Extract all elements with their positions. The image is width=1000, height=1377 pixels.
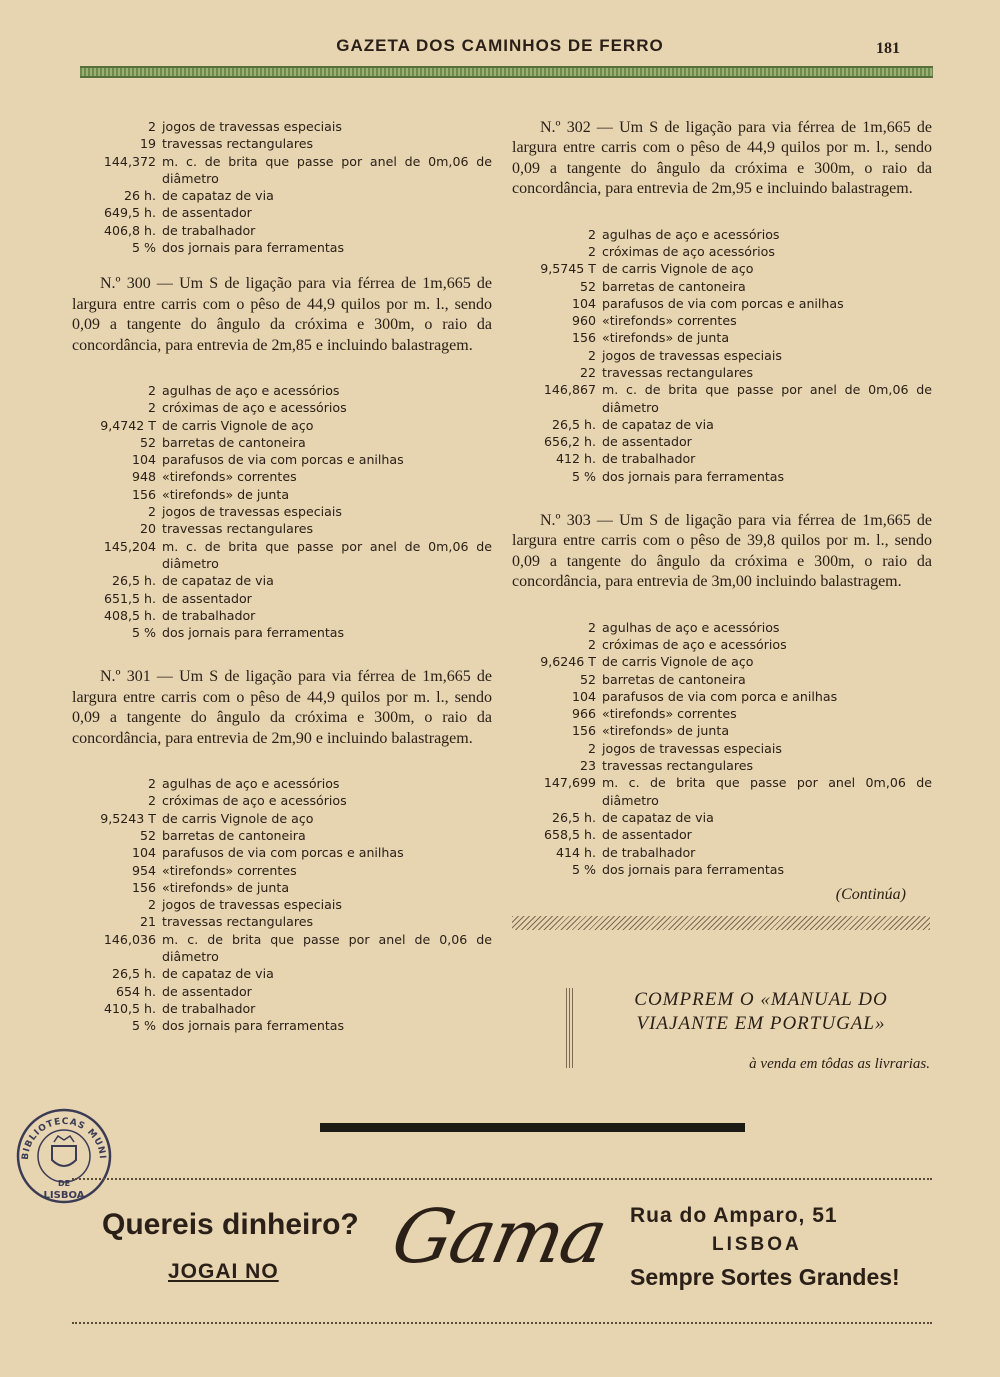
left-column bbox=[72, 118, 492, 1035]
material-line bbox=[72, 896, 492, 913]
quantity: 146,036 bbox=[103, 931, 156, 947]
material-line bbox=[72, 451, 492, 468]
description: barretas de cantoneira bbox=[602, 278, 746, 294]
description: de assentador bbox=[162, 983, 252, 999]
description: «tirefonds» correntes bbox=[162, 469, 297, 485]
material-line bbox=[72, 118, 492, 135]
material-line bbox=[72, 222, 492, 239]
continued-note: (Continúa) bbox=[835, 886, 906, 904]
description: de carris Vignole de aço bbox=[162, 810, 314, 826]
description: agulhas de aço e acessórios bbox=[162, 776, 340, 792]
page-number: 181 bbox=[876, 40, 900, 57]
description: de trabalhador bbox=[162, 1000, 256, 1016]
description: jogos de travessas especiais bbox=[162, 504, 342, 520]
description: de capataz de via bbox=[162, 573, 274, 589]
material-line bbox=[512, 757, 932, 774]
material-line bbox=[72, 775, 492, 792]
description: «tirefonds» de junta bbox=[602, 723, 730, 739]
material-line bbox=[72, 607, 492, 624]
description: de trabalhador bbox=[162, 607, 256, 623]
description: de capataz de via bbox=[162, 188, 274, 204]
material-line bbox=[512, 260, 932, 277]
quantity: 2 bbox=[147, 776, 156, 792]
material-line bbox=[72, 1000, 492, 1017]
quantity: 966 bbox=[571, 706, 596, 722]
quantity: 156 bbox=[571, 723, 596, 739]
description: parafusos de via com porca e anilhas bbox=[602, 688, 838, 704]
quantity: 26,5 h. bbox=[551, 809, 596, 825]
ad-side-bar bbox=[566, 988, 574, 1068]
ad-headline: COMPREM O «MANUAL DO VIAJANTE EM PORTUGAL» bbox=[634, 989, 888, 1034]
quantity: 412 h. bbox=[555, 451, 596, 467]
description: «tirefonds» correntes bbox=[602, 313, 737, 329]
material-list bbox=[72, 382, 492, 641]
lottery-advertisement bbox=[72, 1178, 932, 1324]
material-line bbox=[72, 983, 492, 1000]
quantity: 2 bbox=[587, 347, 596, 363]
description: de carris Vignole de aço bbox=[602, 654, 754, 670]
quantity: 52 bbox=[139, 434, 156, 450]
material-line bbox=[512, 329, 932, 346]
quantity: 2 bbox=[587, 226, 596, 242]
section-divider bbox=[320, 1123, 745, 1132]
description: travessas rectangulares bbox=[162, 914, 314, 930]
description: dos jornais para ferramentas bbox=[162, 1018, 345, 1034]
quantity: 22 bbox=[579, 365, 596, 380]
brand-logo: Gama bbox=[384, 1194, 613, 1280]
description: agulhas de aço e acessórios bbox=[162, 383, 340, 398]
description: travessas rectangulares bbox=[602, 365, 754, 380]
material-line bbox=[512, 347, 932, 364]
material-line bbox=[72, 417, 492, 434]
material-line bbox=[512, 688, 932, 705]
quantity: 2 bbox=[587, 740, 596, 756]
item-paragraph: N.º 301 — Um S de ligação para via férrea de 1m,665 de largura entre carris com o pêso de 44,9 quilos por m. l., sendo 0,09 a tangente do ângulo da cróxima e 300m, o raio da concordância, para entrevia de 2m,90 e incluindo balastragem. bbox=[72, 668, 492, 747]
material-line bbox=[72, 810, 492, 827]
quantity: 104 bbox=[571, 688, 596, 704]
quantity: 9,5243 T bbox=[100, 810, 156, 826]
item-paragraph: N.º 300 — Um S de ligação para via férrea de 1m,665 de largura entre carris com o pêso de 44,9 quilos por m. l., sendo 0,09 a tangente do ângulo da cróxima e 300m, o raio da concordância, para entrevia de 2m,85 e incluindo balastragem. bbox=[72, 275, 492, 354]
material-line bbox=[512, 671, 932, 688]
quantity: 5 % bbox=[132, 625, 156, 641]
description: parafusos de via com porcas e anilhas bbox=[162, 452, 404, 468]
quantity: 2 bbox=[587, 243, 596, 259]
quantity: 104 bbox=[131, 452, 156, 468]
quantity: 26,5 h. bbox=[111, 573, 156, 589]
description: «tirefonds» correntes bbox=[162, 862, 297, 878]
material-line bbox=[72, 965, 492, 982]
right-column bbox=[512, 118, 932, 930]
description: «tirefonds» de junta bbox=[162, 486, 290, 502]
material-line bbox=[512, 722, 932, 739]
material-line bbox=[72, 503, 492, 520]
description: de trabalhador bbox=[602, 844, 696, 860]
material-line bbox=[512, 774, 932, 809]
material-line bbox=[512, 226, 932, 243]
description: de trabalhador bbox=[602, 451, 696, 467]
material-line bbox=[512, 381, 932, 416]
material-line bbox=[512, 653, 932, 670]
material-line bbox=[512, 826, 932, 843]
quantity: 147,699 bbox=[543, 775, 596, 791]
quantity: 156 bbox=[131, 879, 156, 895]
material-line bbox=[72, 135, 492, 152]
material-line bbox=[72, 1017, 492, 1034]
item-paragraph: N.º 303 — Um S de ligação para via férrea de 1m,665 de largura entre carris com o pêso de 39,8 quilos por m. l., sendo 0,09 a tangente do ângulo da cróxima e 300m, o raio da concordância, para entrevia de 3m,00 incluindo balastragem. bbox=[512, 512, 932, 591]
material-line bbox=[72, 399, 492, 416]
material-line bbox=[72, 204, 492, 221]
material-line bbox=[512, 450, 932, 467]
quantity: 20 bbox=[139, 521, 156, 537]
description: jogos de travessas especiais bbox=[162, 119, 342, 134]
material-line bbox=[512, 844, 932, 861]
material-list bbox=[512, 619, 932, 878]
description: m. c. de brita que passe por anel de 0m,06 de diâmetro bbox=[602, 382, 932, 415]
quantity: 2 bbox=[587, 637, 596, 652]
description: de capataz de via bbox=[602, 416, 714, 432]
description: agulhas de aço e acessórios bbox=[602, 619, 780, 635]
ad-subline: à venda em tôdas as livrarias. bbox=[749, 1056, 930, 1072]
material-line bbox=[72, 931, 492, 966]
description: agulhas de aço e acessórios bbox=[602, 226, 780, 242]
material-line bbox=[512, 861, 932, 878]
hatched-divider bbox=[512, 916, 930, 930]
quantity: 21 bbox=[139, 914, 156, 930]
ad-question: Quereis dinheiro? bbox=[102, 1208, 359, 1241]
material-line bbox=[72, 434, 492, 451]
material-line bbox=[72, 486, 492, 503]
description: barretas de cantoneira bbox=[162, 827, 306, 843]
material-line bbox=[72, 862, 492, 879]
material-line bbox=[72, 590, 492, 607]
intro-item-list bbox=[72, 118, 492, 256]
material-line bbox=[512, 295, 932, 312]
description: cróximas de aço e acessórios bbox=[602, 637, 787, 652]
description: m. c. de brita que passe por anel de 0m,06 de diâmetro bbox=[162, 153, 492, 186]
description: dos jornais para ferramentas bbox=[162, 625, 345, 641]
manual-advertisement bbox=[550, 988, 932, 1083]
material-line bbox=[72, 382, 492, 399]
material-line bbox=[512, 243, 932, 260]
description: barretas de cantoneira bbox=[162, 434, 306, 450]
description: de carris Vignole de aço bbox=[162, 417, 314, 433]
description: jogos de travessas especiais bbox=[602, 347, 782, 363]
material-line bbox=[72, 792, 492, 809]
ad-address: Rua do Amparo, 51 bbox=[630, 1204, 838, 1227]
material-line bbox=[72, 827, 492, 844]
quantity: 23 bbox=[579, 758, 596, 774]
material-line bbox=[512, 636, 932, 653]
quantity: 156 bbox=[131, 486, 156, 502]
description: m. c. de brita que passe por anel de 0,06 de diâmetro bbox=[162, 931, 492, 965]
description: barretas de cantoneira bbox=[602, 671, 746, 687]
quantity: 5 % bbox=[572, 468, 596, 484]
quantity: 954 bbox=[131, 862, 156, 878]
quantity: 52 bbox=[579, 671, 596, 687]
description: jogos de travessas especiais bbox=[602, 740, 782, 756]
quantity: 410,5 h. bbox=[103, 1000, 156, 1016]
material-line bbox=[512, 312, 932, 329]
quantity: 960 bbox=[571, 313, 596, 329]
description: cróximas de aço e acessórios bbox=[162, 793, 347, 809]
quantity: 52 bbox=[139, 827, 156, 843]
material-list bbox=[72, 775, 492, 1034]
quantity: 156 bbox=[571, 330, 596, 346]
svg-text:DE: DE bbox=[57, 1179, 71, 1188]
material-line bbox=[512, 468, 932, 485]
quantity: 651,5 h. bbox=[103, 590, 156, 606]
material-line bbox=[512, 433, 932, 450]
material-list bbox=[512, 226, 932, 485]
quantity: 5 % bbox=[572, 861, 596, 877]
quantity: 649,5 h. bbox=[103, 205, 156, 221]
material-line bbox=[512, 740, 932, 757]
description: de assentador bbox=[162, 590, 252, 606]
description: de carris Vignole de aço bbox=[602, 261, 754, 277]
description: m. c. de brita que passe por anel 0m,06 de diâmetro bbox=[602, 775, 932, 808]
description: de capataz de via bbox=[162, 966, 274, 982]
quantity: 654 h. bbox=[115, 983, 156, 999]
description: de capataz de via bbox=[602, 809, 714, 825]
quantity: 2 bbox=[147, 897, 156, 913]
description: cróximas de aço e acessórios bbox=[162, 400, 347, 416]
description: de trabalhador bbox=[162, 222, 256, 238]
material-line bbox=[72, 468, 492, 485]
material-line bbox=[72, 879, 492, 896]
material-line bbox=[72, 844, 492, 861]
description: parafusos de via com porcas e anilhas bbox=[602, 295, 844, 311]
description: travessas rectangulares bbox=[602, 758, 754, 774]
quantity: 9,5745 T bbox=[540, 261, 596, 277]
quantity: 5 % bbox=[132, 1018, 156, 1034]
ad-call: JOGAI NO bbox=[168, 1260, 279, 1283]
ad-slogan: Sempre Sortes Grandes! bbox=[630, 1264, 900, 1290]
quantity: 948 bbox=[131, 469, 156, 485]
quantity: 9,4742 T bbox=[100, 417, 156, 433]
quantity: 145,204 bbox=[103, 538, 156, 554]
description: parafusos de via com porcas e anilhas bbox=[162, 845, 404, 861]
quantity: 144,372 bbox=[103, 153, 156, 169]
quantity: 26,5 h. bbox=[551, 416, 596, 432]
quantity: 5 % bbox=[132, 240, 156, 256]
material-line bbox=[72, 187, 492, 204]
description: de assentador bbox=[602, 434, 692, 450]
description: de assentador bbox=[162, 205, 252, 221]
quantity: 656,2 h. bbox=[543, 434, 596, 450]
description: dos jornais para ferramentas bbox=[602, 468, 785, 484]
quantity: 414 h. bbox=[555, 844, 596, 860]
material-line bbox=[72, 520, 492, 537]
quantity: 406,8 h. bbox=[103, 222, 156, 238]
material-line bbox=[512, 416, 932, 433]
material-line bbox=[72, 239, 492, 256]
material-line bbox=[512, 809, 932, 826]
running-head: GAZETA DOS CAMINHOS DE FERRO bbox=[336, 36, 664, 55]
material-line bbox=[512, 705, 932, 722]
quantity: 9,6246 T bbox=[540, 654, 596, 670]
material-line bbox=[72, 913, 492, 930]
quantity: 2 bbox=[147, 793, 156, 809]
description: m. c. de brita que passe por anel de 0m,06 de diâmetro bbox=[162, 538, 492, 571]
description: travessas rectangulares bbox=[162, 521, 314, 537]
description: jogos de travessas especiais bbox=[162, 897, 342, 913]
material-line bbox=[72, 624, 492, 641]
quantity: 2 bbox=[587, 619, 596, 635]
description: «tirefonds» de junta bbox=[162, 879, 290, 895]
quantity: 2 bbox=[147, 400, 156, 416]
quantity: 2 bbox=[147, 383, 156, 398]
quantity: 52 bbox=[579, 278, 596, 294]
description: travessas rectangulares bbox=[162, 136, 314, 152]
quantity: 658,5 h. bbox=[543, 827, 596, 843]
quantity: 104 bbox=[571, 295, 596, 311]
material-line bbox=[512, 278, 932, 295]
description: «tirefonds» de junta bbox=[602, 330, 730, 346]
quantity: 2 bbox=[147, 119, 156, 134]
material-line bbox=[72, 153, 492, 188]
quantity: 26 h. bbox=[123, 188, 156, 204]
svg-text:BIBLIOTECAS MUNICIPAIS: BIBLIOTECAS MUNI bbox=[20, 1116, 108, 1161]
header-rule bbox=[80, 66, 933, 78]
description: dos jornais para ferramentas bbox=[602, 861, 785, 877]
quantity: 19 bbox=[139, 136, 156, 152]
description: cróximas de aço acessórios bbox=[602, 243, 775, 259]
material-line bbox=[512, 364, 932, 381]
description: de assentador bbox=[602, 827, 692, 843]
quantity: 104 bbox=[131, 845, 156, 861]
quantity: 2 bbox=[147, 504, 156, 520]
material-line bbox=[72, 538, 492, 573]
material-line bbox=[512, 619, 932, 636]
description: dos jornais para ferramentas bbox=[162, 240, 345, 256]
description: «tirefonds» correntes bbox=[602, 706, 737, 722]
quantity: 26,5 h. bbox=[111, 966, 156, 982]
ad-city: LISBOA bbox=[712, 1234, 802, 1255]
quantity: 408,5 h. bbox=[103, 607, 156, 623]
svg-text:LISBOA: LISBOA bbox=[43, 1190, 85, 1201]
quantity: 146,867 bbox=[543, 382, 596, 398]
item-paragraph: N.º 302 — Um S de ligação para via férrea de 1m,665 de largura entre carris com o pêso de 44,9 quilos por m. l., sendo 0,09 a tangente do ângulo da cróxima e 300m, o raio da concordância, para entrevia de 2m,95 e incluindo balastragem. bbox=[512, 119, 932, 198]
material-line bbox=[72, 572, 492, 589]
